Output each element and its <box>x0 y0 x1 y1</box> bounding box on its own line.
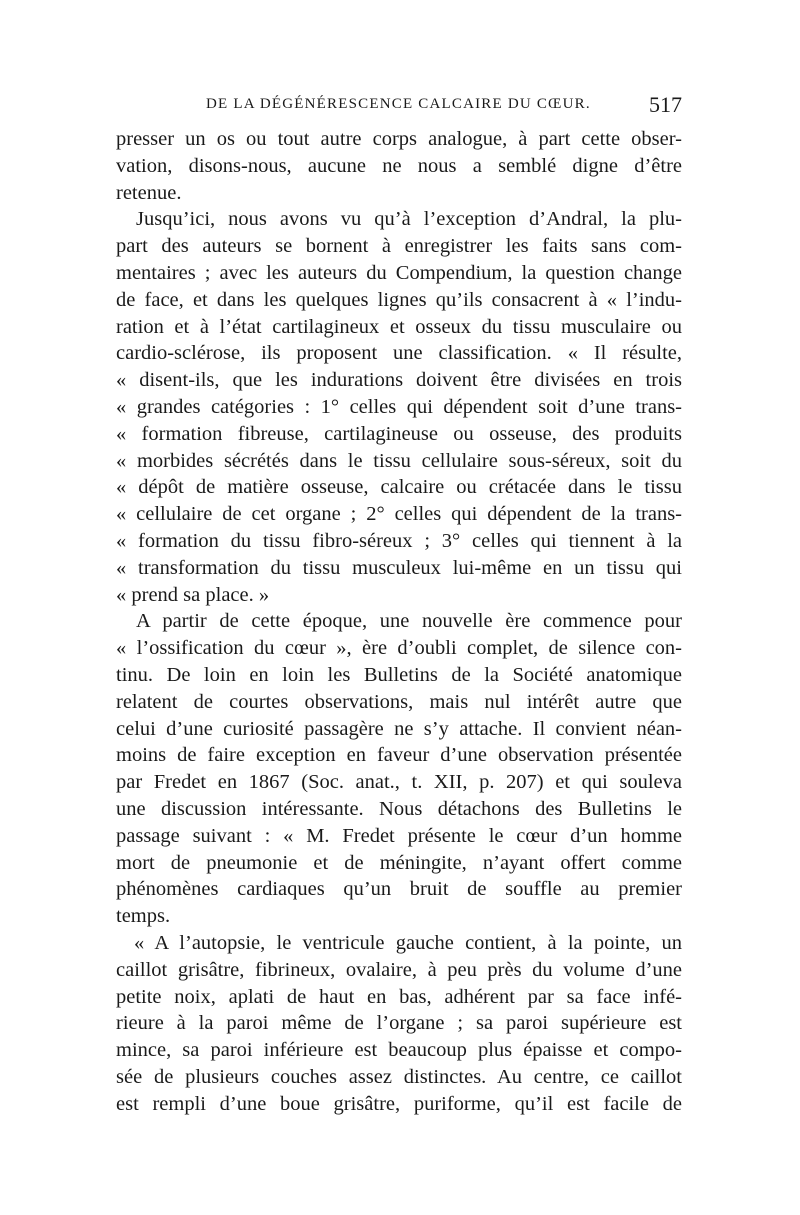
text-line: temps. <box>116 905 171 928</box>
text-line: part des auteurs se bornent à enregistrer les faits sans com- <box>116 235 682 258</box>
running-head <box>116 92 682 120</box>
page-number: 517 <box>649 92 682 117</box>
text-line: tinu. De loin en loin les Bulletins de la Société anatomique <box>116 663 682 686</box>
text-line: caillot grisâtre, fibrineux, ovalaire, à peu près du volume d’une <box>116 958 682 981</box>
text-line: est rempli d’une boue grisâtre, puriforme, qu’il est facile de <box>116 1092 682 1115</box>
body-text <box>116 126 682 1117</box>
text-line: « grandes catégories : 1° celles qui dépendent soit d’une trans- <box>116 395 682 418</box>
text-line: phénomènes cardiaques qu’un bruit de souffle au premier <box>116 878 682 901</box>
text-line: « formation du tissu fibro-séreux ; 3° celles qui tiennent à la <box>116 529 682 552</box>
text-line: vation, disons-nous, aucune ne nous a semblé digne d’être <box>116 154 682 177</box>
text-line: relatent de courtes observations, mais nul intérêt autre que <box>116 690 682 713</box>
text-line: « morbides sécrétés dans le tissu cellulaire sous-séreux, soit du <box>116 449 682 472</box>
text-line: passage suivant : « M. Fredet présente le cœur d’un homme <box>116 824 682 847</box>
text-line: A partir de cette époque, une nouvelle ère commence pour <box>136 610 682 633</box>
text-line: par Fredet en 1867 (Soc. anat., t. XII, p. 207) et qui souleva <box>116 771 682 794</box>
text-line: sée de plusieurs couches assez distinctes. Au centre, ce caillot <box>116 1065 682 1088</box>
text-line: « l’ossification du cœur », ère d’oubli complet, de silence con- <box>116 637 682 660</box>
text-line: mince, sa paroi inférieure est beaucoup plus épaisse et compo- <box>116 1039 682 1062</box>
text-line: rieure à la paroi même de l’organe ; sa paroi supérieure est <box>116 1012 682 1035</box>
text-line: « formation fibreuse, cartilagineuse ou osseuse, des produits <box>116 422 682 445</box>
text-line: moins de faire exception en faveur d’une observation présentée <box>116 744 682 767</box>
text-line: mentaires ; avec les auteurs du Compendium, la question change <box>116 261 682 284</box>
text-line: Jusqu’ici, nous avons vu qu’à l’exception d’Andral, la plu- <box>136 208 682 231</box>
text-line: « cellulaire de cet organe ; 2° celles qui dépendent de la trans- <box>116 503 682 526</box>
text-line: retenue. <box>116 181 182 204</box>
text-line: « dépôt de matière osseuse, calcaire ou crétacée dans le tissu <box>116 476 682 499</box>
text-line: « prend sa place. » <box>116 583 270 606</box>
text-line: cardio-sclérose, ils proposent une classification. « Il résulte, <box>116 342 682 365</box>
text-line: « disent-ils, que les indurations doivent être divisées en trois <box>116 369 682 392</box>
running-title: DE LA DÉGÉNÉRESCENCE CALCAIRE DU CŒUR. <box>206 96 591 112</box>
text-line: petite noix, aplati de haut en bas, adhérent par sa face infé- <box>116 985 682 1008</box>
text-line: une discussion intéressante. Nous détachons des Bulletins le <box>116 797 682 820</box>
text-line: « transformation du tissu musculeux lui-même en un tissu qui <box>116 556 682 579</box>
text-line: « A l’autopsie, le ventricule gauche contient, à la pointe, un <box>134 931 682 954</box>
text-line: mort de pneumonie et de méningite, n’ayant offert comme <box>116 851 682 874</box>
text-line: celui d’une curiosité passagère ne s’y attache. Il convient néan- <box>116 717 682 740</box>
text-line: de face, et dans les quelques lignes qu’ils consacrent à « l’indu- <box>116 288 682 311</box>
text-line: presser un os ou tout autre corps analogue, à part cette obser- <box>116 128 682 150</box>
text-line: ration et à l’état cartilagineux et osseux du tissu musculaire ou <box>116 315 682 338</box>
